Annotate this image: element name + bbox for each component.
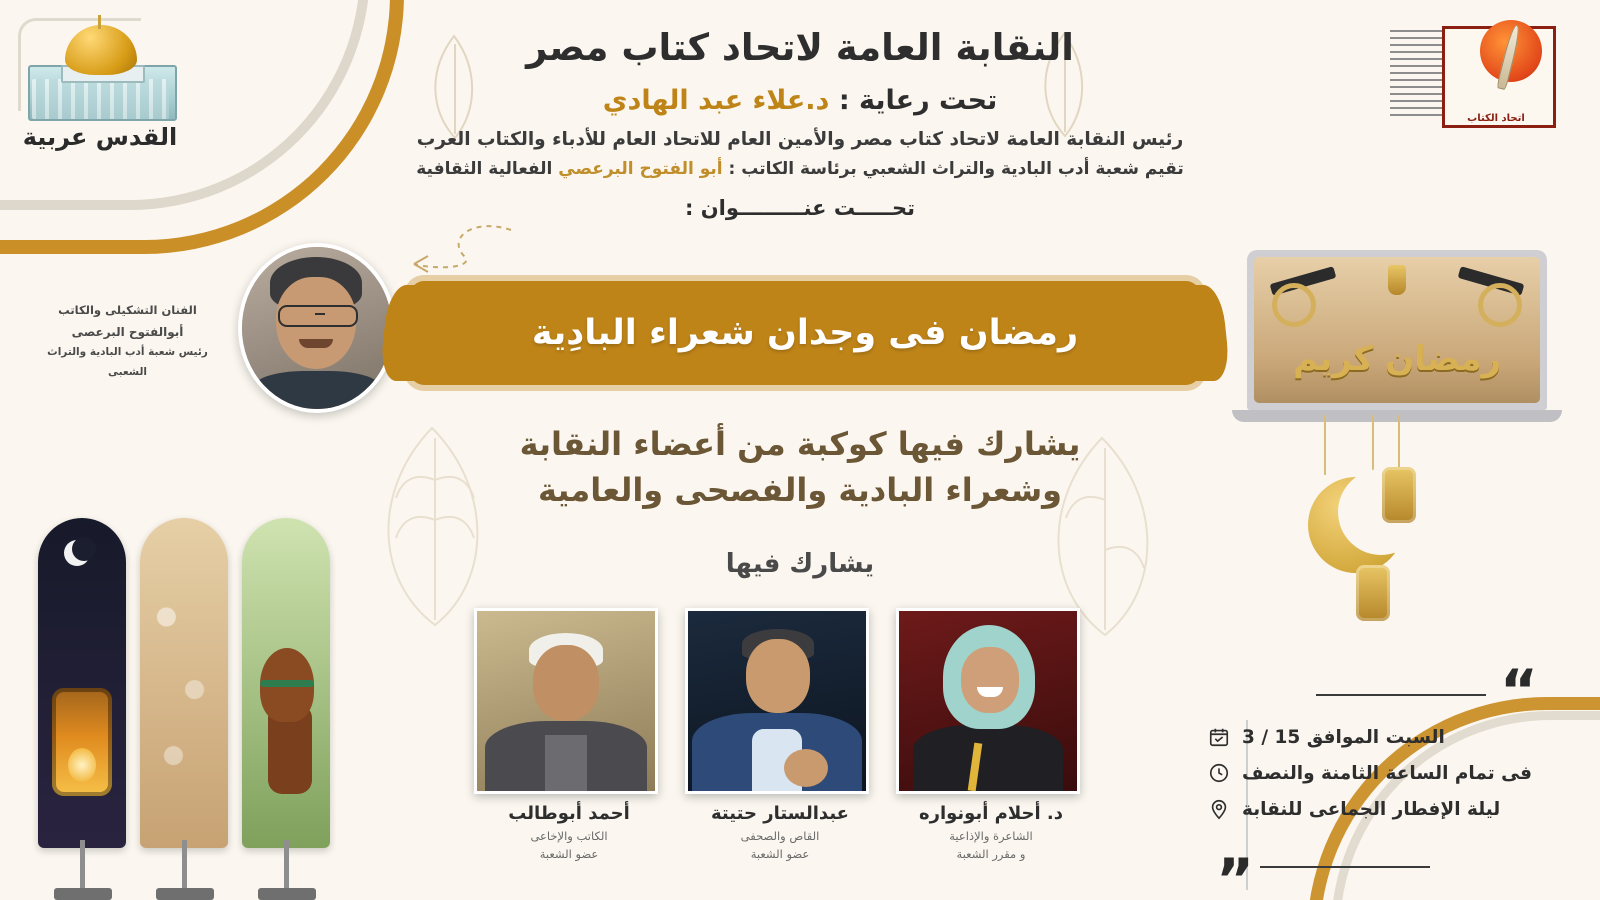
info-location-text: ليلة الإفطار الجماعى للنقابة [1242,798,1501,820]
speaker-role-line1: الشاعرة والإذاعية [949,829,1033,843]
organizer-suffix: الفعالية الثقافية [416,159,559,179]
flag-lantern [38,518,126,848]
event-title: رمضان فى وجدان شعراء البادِية [531,313,1079,353]
speakers-list [480,608,1080,864]
participation-block [420,425,1180,579]
speaker-role [691,828,869,864]
patron-name: د.علاء عبد الهادي [602,85,830,116]
under-title-label: تحـــــت عنـــــــــوان : [685,196,915,220]
event-info-block [1208,657,1538,900]
clock-icon [1208,762,1230,784]
organizer-line [0,159,1600,179]
feather-flags-artwork [22,480,352,900]
info-row-date [1208,726,1538,748]
speaker-name: د. أحلام أبونواره [918,803,1064,824]
speaker-role-line1: القاص والصحفى [740,829,820,843]
lantern-icon [1356,565,1390,621]
quote-open-icon: “ [1499,657,1538,725]
speaker-role-line1: الكاتب والإخاعى [530,829,608,843]
speaker-photo-2 [685,608,869,794]
quds-label: القدس عربية [22,123,178,151]
participation-line2: وشعراء البادية والفصحى والعامية [537,471,1063,509]
poster-header [0,26,1600,220]
hanging-decorations [1290,415,1480,685]
flag-prayer-beads [140,518,228,848]
speaker-name: عبدالستار حتيتة [711,803,849,824]
patron-label: تحت رعاية : [829,85,998,116]
portrait-caption-line1: الفنان التشكيلى والكاتب [58,303,197,317]
patron-line [0,85,1600,116]
organizer-prefix: تقيم شعبة أدب البادية والتراث الشعبي برئاسة الكاتب : [722,159,1184,179]
organizer-name: أبو الفتوح البرعصي [558,159,723,179]
laptop-artwork-text: رمضان كريم [1292,339,1502,379]
calendar-icon [1208,726,1230,748]
speaker-photo-1 [474,608,658,794]
quote-close-icon: ” [1216,846,1255,900]
portrait-caption-line2: أبوالفتوح البرعصى [71,325,184,340]
speaker-name: أحمد أبوطالب [508,803,630,824]
participation-line1: يشارك فيها كوكبة من أعضاء النقابة [519,425,1081,463]
laptop-ramadan-artwork [1232,250,1562,422]
speaker-role-line2: عضو الشعبة [539,846,599,861]
info-date-text: السبت الموافق 15 / 3 [1242,726,1445,748]
patron-subtitle: رئيس النقابة العامة لاتحاد كتاب مصر والأمين العام للاتحاد العام للأدباء والكتاب العرب [416,129,1184,150]
crescent-moon-icon [64,540,90,566]
union-logo-caption: اتحاد الكتاب [1467,113,1525,124]
info-time-text: فى تمام الساعة الثامنة والنصف [1242,762,1532,784]
speaker-role-line2: و مقرر الشعبة [956,846,1026,861]
lantern-icon [1388,265,1406,295]
portrait-caption-line3: رئيس شعبة أدب البادية والتراث الشعبى [47,346,208,378]
participation-line3: يشارك فيها [725,549,875,579]
event-title-banner [410,281,1200,385]
location-icon [1208,798,1230,820]
speaker-role [902,828,1080,864]
speaker-card [480,608,658,864]
dashed-arrow-icon [406,222,516,282]
speaker-portrait-caption [40,300,215,382]
organization-title: النقابة العامة لاتحاد كتاب مصر [526,26,1074,69]
flag-horse [242,518,330,848]
speaker-photo-3 [896,608,1080,794]
laptop-screen [1247,250,1547,410]
speaker-role-line2: عضو الشعبة [750,846,810,861]
speaker-role [480,828,658,864]
speaker-portrait-photo [238,243,396,413]
info-row-location [1208,798,1538,820]
info-row-time [1208,762,1538,784]
prayer-beads-icon [140,518,228,848]
speaker-card [691,608,869,864]
speaker-card [902,608,1080,864]
lantern-icon [1382,467,1416,523]
